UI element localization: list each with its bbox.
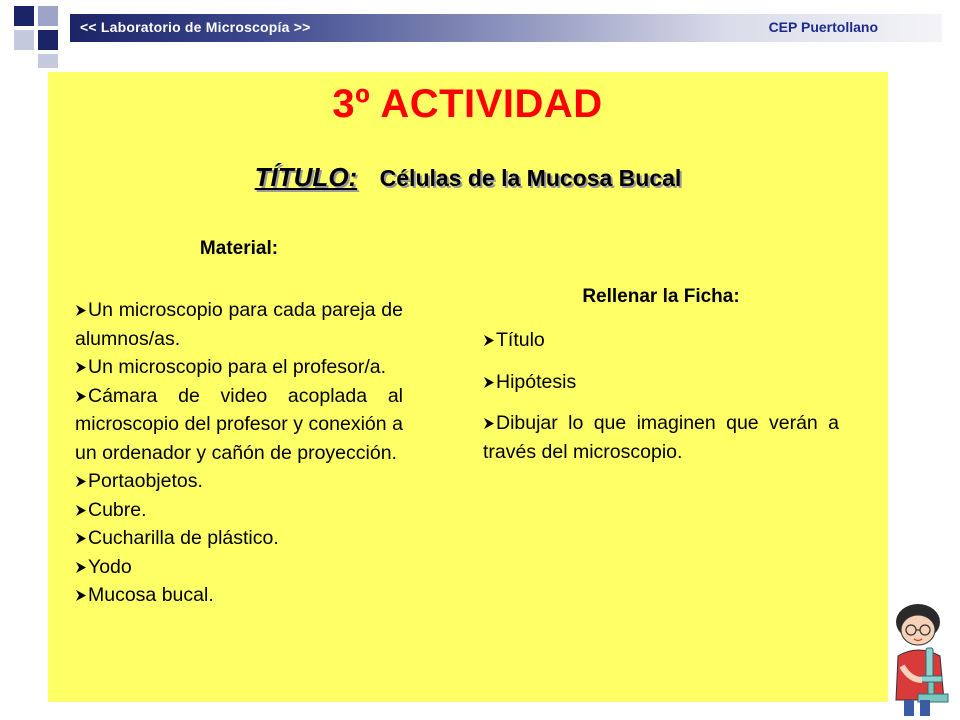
arrow-bullet-icon: [483, 334, 495, 347]
ficha-item: Hipótesis: [483, 368, 839, 397]
arrow-bullet-icon: [75, 475, 87, 488]
material-heading: Material:: [199, 238, 279, 259]
slide-subtitle: [0, 162, 936, 193]
corner-square-5: [38, 54, 58, 68]
corner-square-4: [38, 30, 58, 50]
subtitle-label: TÍTULO:: [254, 162, 358, 192]
ficha-item: Título: [483, 326, 839, 355]
corner-square-2: [38, 6, 58, 26]
child-with-microscope-icon: [890, 600, 960, 720]
arrow-bullet-icon: [75, 390, 87, 403]
material-item: Un microscopio para el profesor/a.: [75, 353, 403, 382]
arrow-bullet-icon: [75, 561, 87, 574]
material-item: Cubre.: [75, 496, 403, 525]
material-item: Mucosa bucal.: [75, 581, 403, 610]
corner-square-3: [14, 30, 34, 50]
arrow-bullet-icon: [75, 304, 87, 317]
subtitle-text: Células de la Mucosa Bucal: [379, 165, 682, 191]
ficha-heading: Rellenar la Ficha:: [582, 286, 740, 307]
ficha-list: [483, 326, 839, 466]
arrow-bullet-icon: [75, 532, 87, 545]
arrow-bullet-icon: [483, 417, 495, 430]
material-item: Cucharilla de plástico.: [75, 524, 403, 553]
material-item: Un microscopio para cada pareja de alumnos/as.: [75, 299, 403, 350]
arrow-bullet-icon: [483, 376, 495, 389]
slide-title: 3º ACTIVIDAD: [332, 82, 603, 126]
ficha-item: Dibujar lo que imaginen que verán a través del microscopio.: [483, 412, 839, 463]
arrow-bullet-icon: [75, 361, 87, 374]
header-left-text: << Laboratorio de Microscopía >>: [80, 19, 311, 35]
material-item: Cámara de video acoplada al microscopio del profesor y conexión a un ordenador y cañón de proyección.: [75, 384, 403, 464]
arrow-bullet-icon: [75, 504, 87, 517]
material-item: Yodo: [75, 553, 403, 582]
header-right-text: CEP Puertollano: [768, 19, 878, 35]
material-item: Portaobjetos.: [75, 467, 403, 496]
arrow-bullet-icon: [75, 589, 87, 602]
material-list: [75, 296, 403, 610]
corner-square-1: [14, 6, 34, 26]
